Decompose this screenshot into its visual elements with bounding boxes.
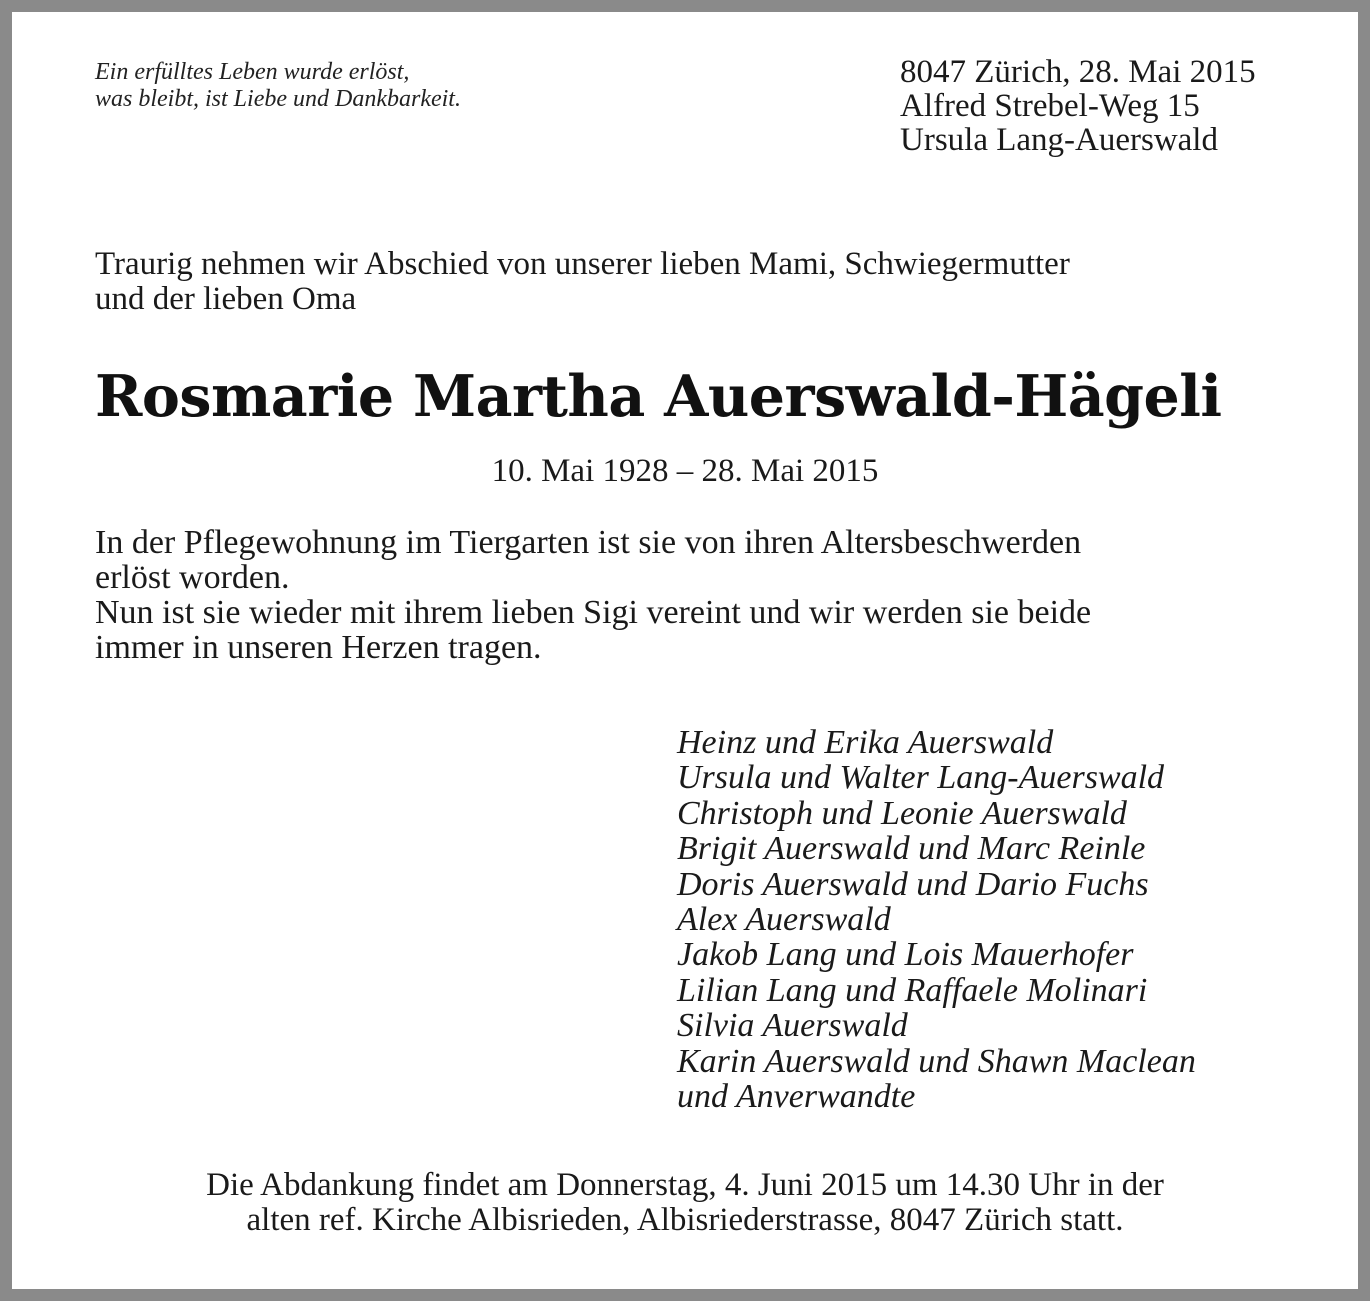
mourner-item: Heinz und Erika Auerswald xyxy=(677,724,1054,761)
body-line: immer in unseren Herzen tragen. xyxy=(95,629,542,666)
service-line: Die Abdankung findet am Donnerstag, 4. Juni 2015 um 14.30 Uhr in der xyxy=(206,1167,1164,1203)
mourner-item: Ursula und Walter Lang-Auerswald xyxy=(677,759,1165,797)
mourner-item: Jakob Lang und Lois Mauerhofer xyxy=(677,936,1134,974)
obituary-page xyxy=(12,12,1358,1289)
mourner-item: Alex Auerswald xyxy=(677,901,891,939)
mourners-list xyxy=(677,725,1196,1114)
body-line: erlöst worden. xyxy=(95,559,290,596)
service-notice xyxy=(12,1168,1358,1238)
street-address: Alfred Strebel-Weg 15 xyxy=(900,88,1200,124)
service-line: alten ref. Kirche Albisrieden, Albisriederstrasse, 8047 Zürich statt. xyxy=(246,1202,1124,1238)
mourner-item: Karin Auerswald und Shawn Maclean xyxy=(677,1042,1196,1080)
body-line: Nun ist sie wieder mit ihrem lieben Sigi vereint und wir werden sie beide xyxy=(95,594,1092,631)
intro-line: und der lieben Oma xyxy=(95,281,357,317)
motto-line: Ein erfülltes Leben wurde erlöst, xyxy=(95,59,410,85)
mourner-item: Lilian Lang und Raffaele Molinari xyxy=(677,971,1148,1009)
mourner-item: Christoph und Leonie Auerswald xyxy=(677,794,1127,832)
life-dates: 10. Mai 1928 – 28. Mai 2015 xyxy=(491,453,879,489)
intro-line: Traurig nehmen wir Abschied von unserer lieben Mami, Schwiegermutter xyxy=(95,246,1070,282)
motto xyxy=(95,59,461,113)
mourner-item: Silvia Auerswald xyxy=(677,1007,908,1045)
contact-name: Ursula Lang-Auerswald xyxy=(900,122,1218,158)
intro-text xyxy=(95,247,1280,317)
body-text xyxy=(95,525,1285,665)
motto-line: was bleibt, ist Liebe und Dankbarkeit. xyxy=(95,86,461,112)
body-line: In der Pflegewohnung im Tiergarten ist sie von ihren Altersbeschwerden xyxy=(95,524,1082,561)
header-address xyxy=(900,55,1256,157)
mourner-item: und Anverwandte xyxy=(677,1078,916,1116)
mourner-item: Doris Auerswald und Dario Fuchs xyxy=(677,865,1149,903)
place-date: 8047 Zürich, 28. Mai 2015 xyxy=(900,54,1256,90)
mourner-item: Brigit Auerswald und Marc Reinle xyxy=(677,830,1146,868)
deceased-name: Rosmarie Martha Auerswald-Hägeli xyxy=(95,363,1222,430)
